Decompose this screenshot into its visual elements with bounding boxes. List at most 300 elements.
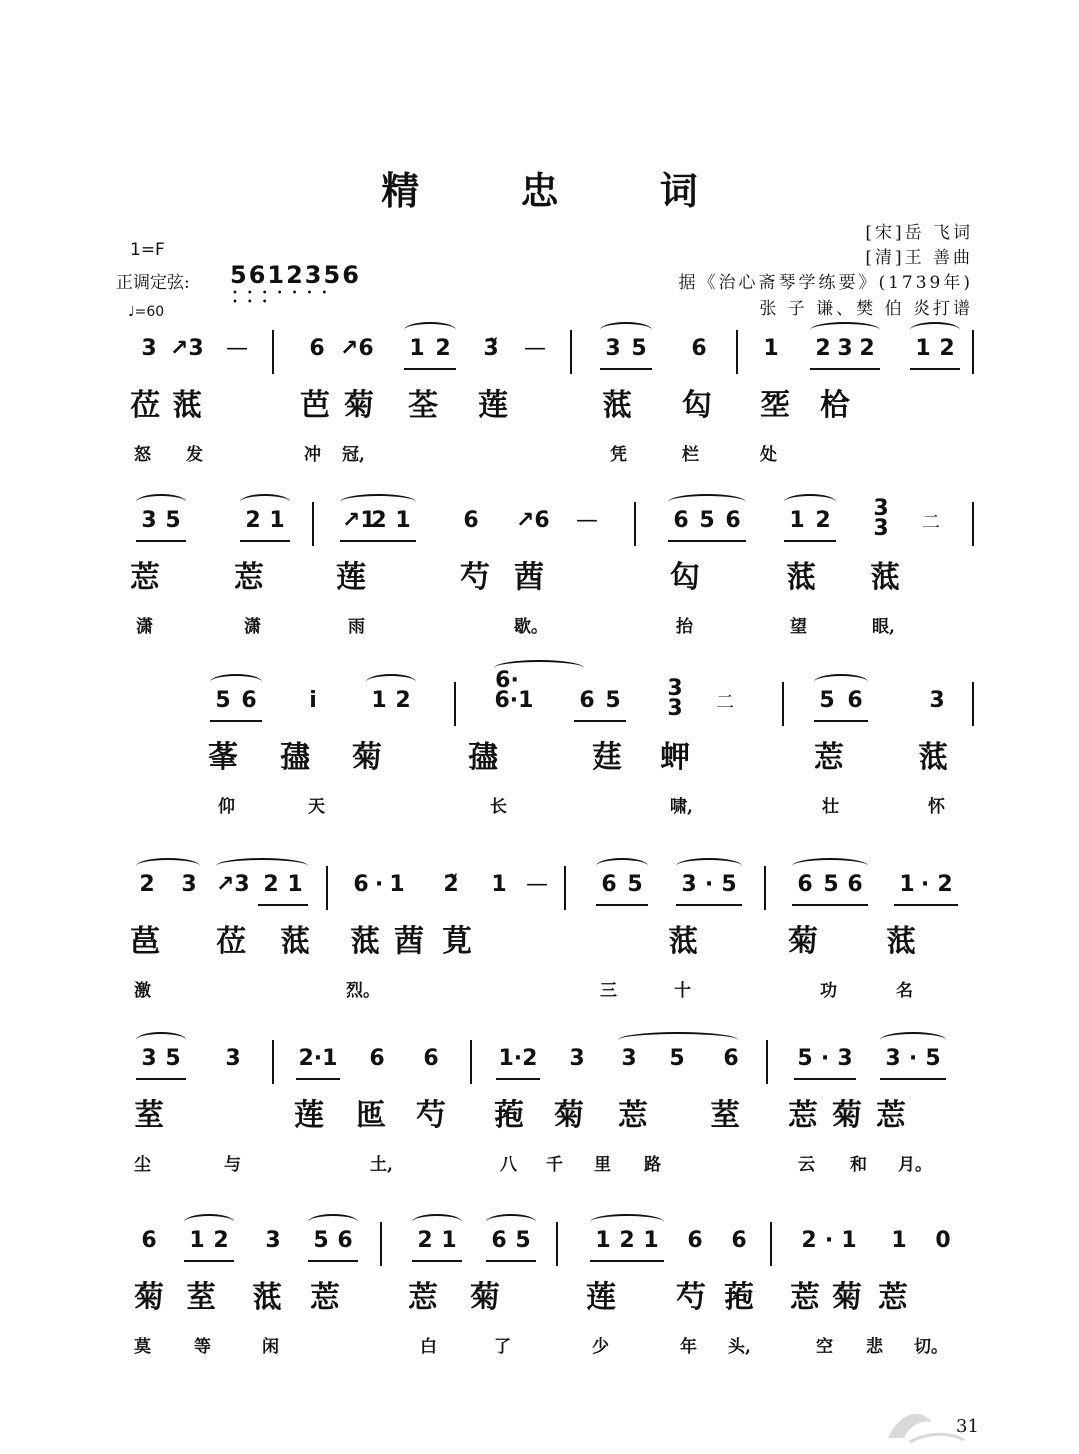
beam	[136, 540, 186, 542]
lyric: 悲	[866, 1337, 883, 1357]
jianpu-line	[130, 866, 976, 906]
tuning-octave-dots: ••••••• •••	[232, 288, 337, 308]
beam	[258, 904, 308, 906]
tablature-char: 菊	[134, 1280, 164, 1315]
note: 3	[569, 1046, 585, 1071]
slur	[184, 1214, 234, 1230]
composer-credit: [清]王 善曲	[865, 248, 973, 268]
slur	[910, 322, 960, 338]
score-system-1	[130, 330, 976, 480]
note: 1	[899, 872, 915, 897]
beam	[668, 540, 746, 542]
beam	[404, 368, 456, 370]
key-signature: 1=F	[130, 240, 165, 260]
note: ·	[824, 1228, 834, 1253]
beam	[910, 368, 960, 370]
note: 6·1	[494, 688, 534, 713]
note: 2	[859, 336, 875, 361]
tablature-char: 菢	[724, 1280, 754, 1315]
lyric: 闲	[262, 1337, 279, 1357]
tablature-char: 莤	[394, 924, 424, 959]
note: 0	[935, 1228, 951, 1253]
note: 6	[369, 1046, 385, 1071]
note: 5	[721, 872, 737, 897]
beam	[814, 720, 868, 722]
barline	[770, 1222, 772, 1266]
note: 2	[417, 1228, 433, 1253]
lyric: 莫	[134, 1337, 151, 1357]
note: 3	[837, 336, 853, 361]
tablature-char: 莲	[478, 388, 508, 423]
slur	[880, 1032, 946, 1048]
tablature-char: 菊	[832, 1280, 862, 1315]
slur	[308, 1214, 358, 1230]
tablature-char: 莣	[878, 1280, 908, 1315]
note: 2	[263, 872, 279, 897]
tablature-char: 䓜	[918, 740, 948, 775]
lyric: 仰	[218, 797, 235, 817]
tablature-char: 莑	[208, 740, 238, 775]
note: 3	[837, 1046, 853, 1071]
note: —	[226, 336, 248, 361]
tablature-char: 荎	[186, 1280, 216, 1315]
beam	[486, 1260, 536, 1262]
lyricist-credit: [宋]岳 飞词	[865, 223, 973, 243]
score-system-6	[130, 1222, 976, 1372]
barline	[556, 1222, 558, 1266]
note: 3	[929, 688, 945, 713]
barline	[326, 866, 328, 910]
note: —	[526, 872, 548, 897]
beam	[340, 540, 416, 542]
note: 2̃	[443, 872, 459, 897]
tablature-char: 匃	[670, 560, 700, 595]
slur	[792, 858, 868, 874]
note: 3	[885, 1046, 901, 1071]
tablature-char: 芍	[676, 1280, 706, 1315]
lyric: 怒	[134, 445, 151, 465]
jianpu-line	[130, 330, 976, 370]
tablature-char: 莣	[876, 1098, 906, 1133]
tablature-line	[130, 740, 976, 784]
tablature-char: 芍	[416, 1098, 446, 1133]
note: 6	[797, 872, 813, 897]
note: 6	[601, 872, 617, 897]
note: 5	[215, 688, 231, 713]
note: 6	[687, 1228, 703, 1253]
lyric: 天	[308, 797, 325, 817]
beam	[574, 720, 626, 722]
note: —	[524, 336, 546, 361]
note: 3	[681, 872, 697, 897]
lyrics-line	[130, 1332, 976, 1362]
note: 6	[731, 1228, 747, 1253]
note: 3	[225, 1046, 241, 1071]
note: 1	[789, 508, 805, 533]
score-system-5	[130, 1040, 976, 1190]
tablature-line	[130, 1280, 976, 1324]
barline	[766, 1040, 768, 1084]
tablature-char: 䓜	[280, 924, 310, 959]
note: 1	[189, 1228, 205, 1253]
note: 二	[922, 512, 940, 533]
note: 5	[823, 872, 839, 897]
lyric: 千	[546, 1155, 563, 1175]
lyrics-line	[130, 440, 976, 470]
lyric: 三	[600, 981, 617, 1001]
tablature-line	[130, 560, 976, 604]
lyrics-line	[130, 1150, 976, 1180]
note: 5	[515, 1228, 531, 1253]
note: 2	[939, 336, 955, 361]
slur	[216, 858, 308, 874]
lyric: 空	[816, 1337, 833, 1357]
lyric: 烈。	[346, 981, 380, 1001]
barline	[972, 330, 974, 374]
note: 3	[621, 1046, 637, 1071]
beam	[894, 904, 958, 906]
jianpu-line	[130, 1040, 976, 1080]
source-credit: 据《治心斋琴学练要》(1739年)	[678, 273, 973, 293]
note: 二	[716, 692, 734, 713]
note: 3	[141, 508, 157, 533]
tablature-char: 莣	[814, 740, 844, 775]
tablature-char: 菊	[832, 1098, 862, 1133]
note: ·	[920, 872, 930, 897]
tablature-char: 莣	[310, 1280, 340, 1315]
lyric: 眼,	[872, 617, 895, 637]
tablature-char: 䓜	[786, 560, 816, 595]
beam	[210, 720, 262, 722]
tablature-line	[130, 388, 976, 432]
tablature-char: 菊	[470, 1280, 500, 1315]
tablature-char: 荃	[408, 388, 438, 423]
beam	[136, 1078, 186, 1080]
note: 6	[337, 1228, 353, 1253]
slur	[366, 674, 416, 690]
lyric: 望	[790, 617, 807, 637]
note: 1	[595, 1228, 611, 1253]
tablature-line	[130, 924, 976, 968]
lyric: 路	[644, 1155, 661, 1175]
lyric: 里	[594, 1155, 611, 1175]
note: 3	[141, 1046, 157, 1071]
note: 6	[691, 336, 707, 361]
beam	[794, 1078, 856, 1080]
tablature-char: 莣	[234, 560, 264, 595]
tuning-label: 正调定弦:	[116, 273, 190, 293]
lyric: 怀	[928, 797, 945, 817]
note: 6	[723, 1046, 739, 1071]
score-system-4	[130, 866, 976, 1016]
note: 6	[463, 508, 479, 533]
score-system-2	[130, 496, 976, 652]
barline	[570, 330, 572, 374]
note: 1	[643, 1228, 659, 1253]
barline	[454, 682, 456, 726]
note: 6	[847, 688, 863, 713]
tablature-char: 莣	[790, 1280, 820, 1315]
lyrics-line	[130, 792, 976, 822]
tablature-char: 䓃	[130, 924, 160, 959]
note: 6·	[495, 668, 519, 693]
slur	[810, 322, 880, 338]
tablature-char: 芍	[460, 560, 490, 595]
tablature-char: 匃	[682, 388, 712, 423]
slur	[136, 494, 186, 510]
note: 5	[165, 508, 181, 533]
lyric: 和	[850, 1155, 867, 1175]
tablature-char: 䓜	[886, 924, 916, 959]
lyric: 长	[490, 797, 507, 817]
beam	[792, 904, 868, 906]
tablature-char: 菊	[788, 924, 818, 959]
lyric: 十	[674, 981, 691, 1001]
jianpu-line	[130, 668, 976, 722]
note: 2	[937, 872, 953, 897]
beam	[810, 368, 880, 370]
lyrics-line	[130, 976, 976, 1006]
note: 6	[141, 1228, 157, 1253]
tablature-char: 莲	[294, 1098, 324, 1133]
note: 6	[673, 508, 689, 533]
note: 3̃	[483, 336, 499, 361]
page-number: 31	[956, 1416, 979, 1437]
note: 2	[371, 508, 387, 533]
note: 1	[441, 1228, 457, 1253]
lyric: 等	[194, 1337, 211, 1357]
note: 2	[435, 336, 451, 361]
beam	[184, 1260, 234, 1262]
note: 1	[915, 336, 931, 361]
note: ↗6	[340, 336, 374, 361]
note: ↗3	[170, 336, 204, 361]
tablature-char: 㭘	[820, 388, 850, 423]
tablature-char: 孻	[468, 740, 498, 775]
lyric: 与	[224, 1155, 241, 1175]
note: —	[576, 508, 598, 533]
note: 2	[801, 1228, 817, 1253]
lyric: 白	[420, 1337, 437, 1357]
tablature-char: 莲	[336, 560, 366, 595]
lyric: 了	[494, 1337, 511, 1357]
tablature-char: 莧	[442, 924, 472, 959]
score-system-3	[130, 668, 976, 832]
tablature-char: 䓜	[602, 388, 632, 423]
jianpu-line	[130, 496, 976, 542]
slur	[136, 1032, 186, 1048]
lyric: 雨	[348, 617, 365, 637]
note: 6	[491, 1228, 507, 1253]
note: 1	[287, 872, 303, 897]
barline	[782, 682, 784, 726]
beam	[676, 904, 742, 906]
beam	[590, 1260, 664, 1262]
beam	[596, 904, 648, 906]
note: 5	[797, 1046, 813, 1071]
note: 1	[841, 1228, 857, 1253]
note: 2	[619, 1228, 635, 1253]
note: 3	[873, 516, 889, 541]
note: 1	[389, 872, 405, 897]
lyric: 年	[680, 1337, 697, 1357]
beam	[880, 1078, 946, 1080]
barline	[764, 866, 766, 910]
beam	[308, 1260, 358, 1262]
tablature-char: 莅	[216, 924, 246, 959]
lyrics-line	[130, 612, 976, 642]
tablature-char: 菊	[554, 1098, 584, 1133]
slur	[136, 858, 200, 874]
slur	[600, 322, 652, 338]
lyric: 切。	[914, 1337, 948, 1357]
tablature-char: 莣	[788, 1098, 818, 1133]
note: 2	[815, 336, 831, 361]
lyric: 凭	[610, 445, 627, 465]
note: 1·2	[498, 1046, 538, 1071]
note: 5	[631, 336, 647, 361]
lyric: 头,	[728, 1337, 751, 1357]
slur	[412, 1214, 462, 1230]
note: 2	[815, 508, 831, 533]
barline	[972, 682, 974, 726]
note: 3	[873, 496, 889, 521]
note: 5	[669, 1046, 685, 1071]
barline	[312, 502, 314, 546]
lyric: 发	[186, 445, 203, 465]
lyric: 八	[500, 1155, 517, 1175]
transcriber-credit: 张 子 谦、樊 伯 炎打谱	[759, 299, 973, 319]
tablature-char: 䓜	[870, 560, 900, 595]
lyric: 潇	[136, 617, 153, 637]
beam	[296, 1078, 340, 1080]
note: 6	[353, 872, 369, 897]
note: 5	[165, 1046, 181, 1071]
tablature-char: 荎	[134, 1098, 164, 1133]
lyric: 土,	[370, 1155, 393, 1175]
beam	[496, 1078, 540, 1080]
beam	[784, 540, 836, 542]
note: 6	[241, 688, 257, 713]
tablature-char: 菊	[344, 388, 374, 423]
slur	[814, 674, 868, 690]
lyric: 壮	[822, 797, 839, 817]
lyric: 月。	[898, 1155, 932, 1175]
tablature-char: 菊	[352, 740, 382, 775]
note: 5	[819, 688, 835, 713]
barline	[972, 502, 974, 546]
note: 5	[925, 1046, 941, 1071]
barline	[564, 866, 566, 910]
barline	[380, 1222, 382, 1266]
note: ·	[374, 872, 384, 897]
tablature-char: 莣	[618, 1098, 648, 1133]
tablature-char: 匜	[356, 1098, 386, 1133]
beam	[412, 1260, 462, 1262]
lyric: 云	[798, 1155, 815, 1175]
note: 2·1	[298, 1046, 338, 1071]
lyric: 功	[820, 981, 837, 1001]
lyric: 潇	[244, 617, 261, 637]
tablature-char: 莣	[408, 1280, 438, 1315]
beam	[600, 368, 652, 370]
lyric: 激	[134, 981, 151, 1001]
note: ·	[704, 872, 714, 897]
note: 3	[265, 1228, 281, 1253]
note: ↗3	[216, 872, 250, 897]
note: 3	[667, 676, 683, 701]
barline	[736, 330, 738, 374]
note: 1	[395, 508, 411, 533]
tablature-char: 莛	[592, 740, 622, 775]
slur	[784, 494, 836, 510]
tablature-char: 菢	[494, 1098, 524, 1133]
slur	[676, 858, 742, 874]
tablature-char: 䓜	[350, 924, 380, 959]
slur	[404, 322, 456, 338]
slur	[590, 1214, 664, 1230]
note: 1	[409, 336, 425, 361]
slur	[494, 660, 584, 676]
lyric: 啸,	[670, 797, 693, 817]
note: 5	[605, 688, 621, 713]
tablature-char: 䓜	[668, 924, 698, 959]
barline	[272, 330, 274, 374]
note: 2	[139, 872, 155, 897]
note: 5	[313, 1228, 329, 1253]
tablature-char: 孻	[280, 740, 310, 775]
lyric: 尘	[134, 1155, 151, 1175]
note: 2	[245, 508, 261, 533]
note: 1	[491, 872, 507, 897]
note: 6	[725, 508, 741, 533]
jianpu-line	[130, 1222, 976, 1262]
tablature-char: 莣	[130, 560, 160, 595]
slur	[668, 494, 746, 510]
tempo-marking: ♩=60	[128, 304, 165, 320]
note: 5	[627, 872, 643, 897]
tablature-line	[130, 1098, 976, 1142]
tablature-char: 䓜	[172, 388, 202, 423]
tablature-char: 荎	[710, 1098, 740, 1133]
tablature-char: 䓜	[252, 1280, 282, 1315]
note: 1	[269, 508, 285, 533]
note: 2	[395, 688, 411, 713]
barline	[470, 1040, 472, 1084]
lyric: 名	[896, 981, 913, 1001]
slur	[240, 494, 290, 510]
slur	[618, 1032, 738, 1048]
barline	[634, 502, 636, 546]
note: ·	[820, 1046, 830, 1071]
note: 6	[309, 336, 325, 361]
lyric: 栏	[682, 445, 699, 465]
note: 1	[763, 336, 779, 361]
lyric: 处	[760, 445, 777, 465]
lyric: 抬	[676, 617, 693, 637]
note: 3	[141, 336, 157, 361]
note: 1	[891, 1228, 907, 1253]
note: 3	[667, 696, 683, 721]
tablature-char: 莤	[514, 560, 544, 595]
page-title: 精 忠 词	[381, 168, 742, 213]
slur	[486, 1214, 536, 1230]
lyric: 冲	[304, 445, 321, 465]
tablature-char: 䖬	[660, 740, 690, 775]
tablature-char: 莅	[130, 388, 160, 423]
note: 5	[699, 508, 715, 533]
note: 3	[605, 336, 621, 361]
